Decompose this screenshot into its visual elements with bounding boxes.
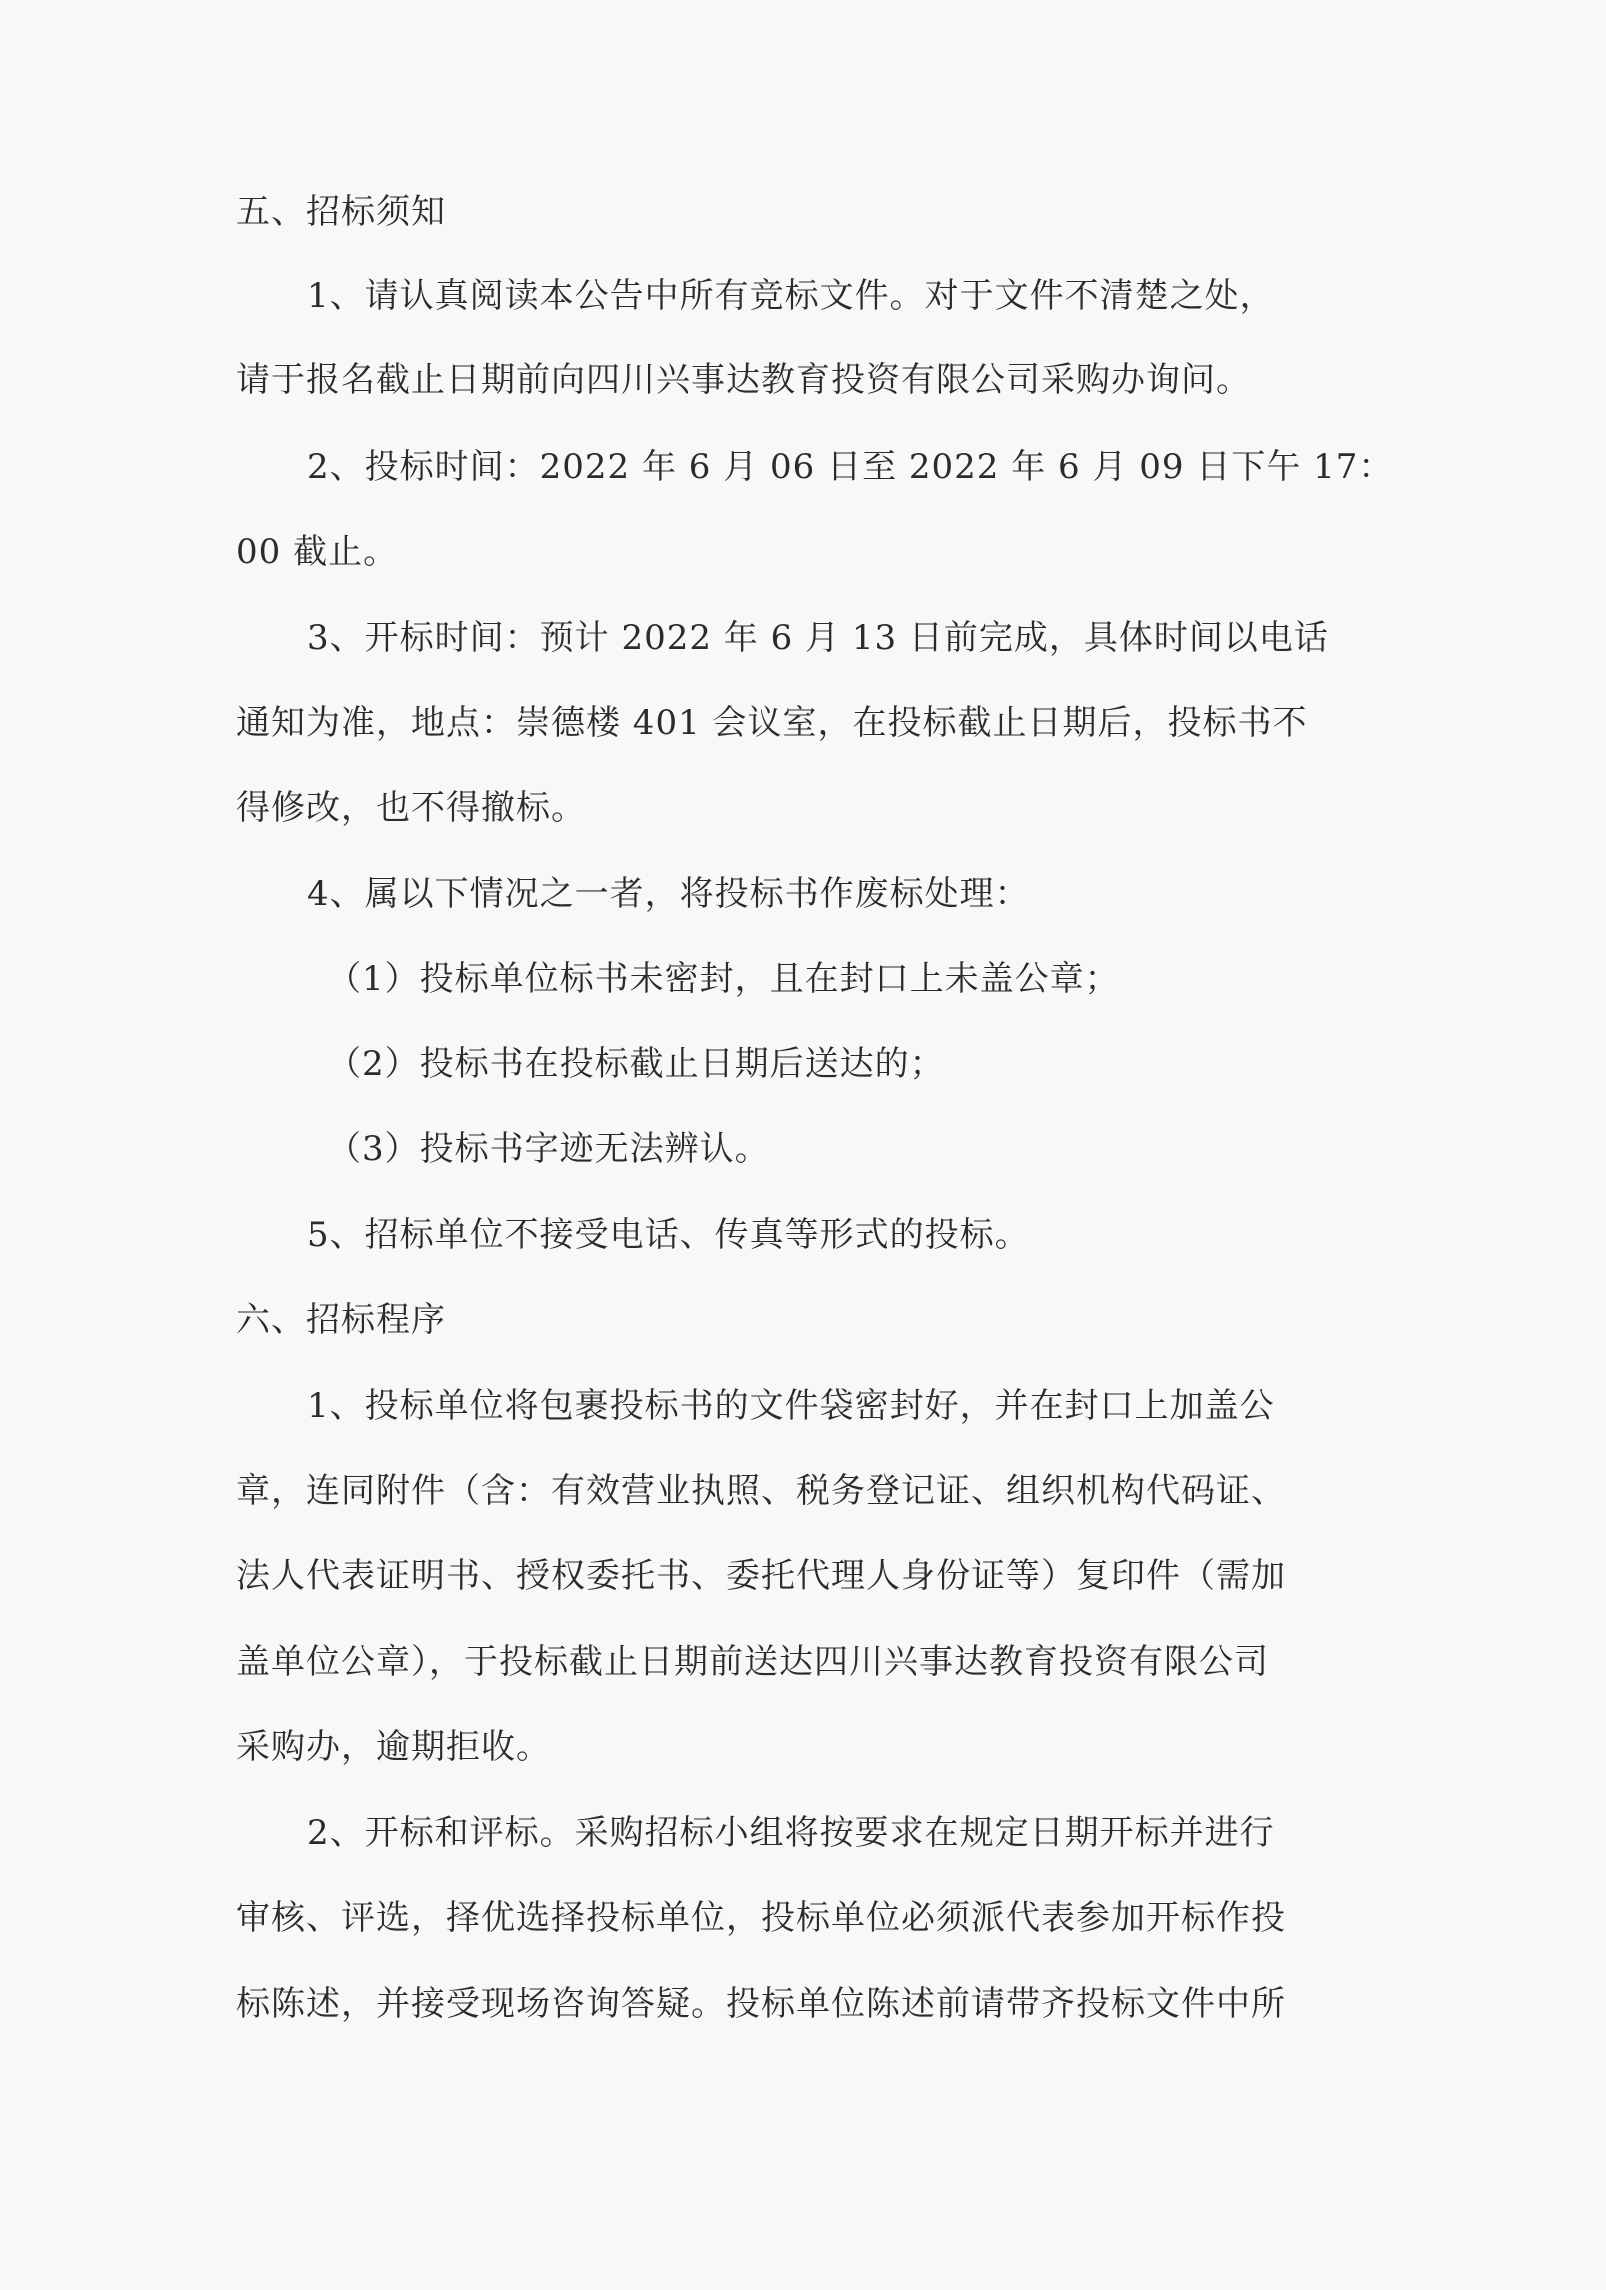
- s5-item4-line1: 4、属以下情况之一者，将投标书作废标处理：: [307, 874, 1030, 914]
- s5-item2-line2: 00 截止。: [236, 532, 399, 572]
- s6-item2-line2: 审核、评选，择优选择投标单位，投标单位必须派代表参加开标作投: [236, 1898, 1286, 1938]
- s5-item3-line1: 3、开标时间：预计 2022 年 6 月 13 日前完成，具体时间以电话: [307, 618, 1329, 658]
- s5-item5-line1: 5、招标单位不接受电话、传真等形式的投标。: [307, 1215, 1030, 1255]
- s5-item2-line1: 2、投标时间：2022 年 6 月 06 日至 2022 年 6 月 09 日下午 17：: [307, 447, 1394, 487]
- s6-item1-line3: 法人代表证明书、授权委托书、委托代理人身份证等）复印件（需加: [236, 1556, 1286, 1596]
- section-6-heading: 六、招标程序: [236, 1300, 446, 1340]
- section-5-heading: 五、招标须知: [236, 192, 446, 232]
- s6-item1-line2: 章，连同附件（含：有效营业执照、税务登记证、组织机构代码证、: [236, 1471, 1286, 1511]
- s6-item2-line3: 标陈述，并接受现场咨询答疑。投标单位陈述前请带齐投标文件中所: [236, 1984, 1286, 2024]
- s6-item1-line5: 采购办，逾期拒收。: [236, 1727, 551, 1767]
- s5-item3-line2: 通知为准，地点：崇德楼 401 会议室，在投标截止日期后，投标书不: [236, 703, 1308, 743]
- s6-item1-line1: 1、投标单位将包裹投标书的文件袋密封好，并在封口上加盖公: [307, 1386, 1275, 1426]
- s6-item2-line1: 2、开标和评标。采购招标小组将按要求在规定日期开标并进行: [307, 1813, 1275, 1853]
- s5-item4-sub3: （3）投标书字迹无法辨认。: [327, 1129, 770, 1169]
- s5-item1-line2: 请于报名截止日期前向四川兴事达教育投资有限公司采购办询问。: [236, 360, 1251, 400]
- s5-item4-sub1: （1）投标单位标书未密封，且在封口上未盖公章；: [327, 959, 1120, 999]
- s5-item1-line1: 1、请认真阅读本公告中所有竞标文件。对于文件不清楚之处，: [307, 276, 1275, 316]
- s6-item1-line4: 盖单位公章），于投标截止日期前送达四川兴事达教育投资有限公司: [236, 1642, 1269, 1682]
- s5-item4-sub2: （2）投标书在投标截止日期后送达的；: [327, 1044, 945, 1084]
- s5-item3-line3: 得修改，也不得撤标。: [236, 788, 586, 828]
